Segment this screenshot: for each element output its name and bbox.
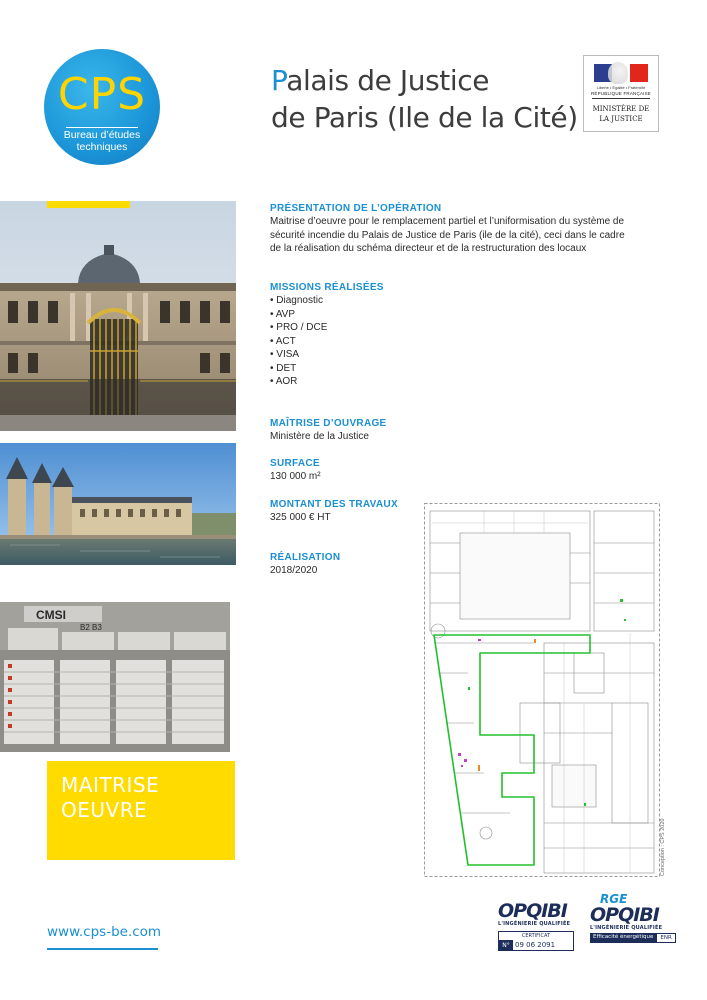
mission-item: • VISA [270, 349, 300, 360]
mission-item: • AVP [270, 308, 295, 320]
rge-opqibi-wordmark: OPQIBI [590, 904, 659, 926]
section-missions [270, 281, 470, 389]
section-montant [270, 498, 420, 525]
presentation-heading: PRÉSENTATION DE L’OPÉRATION [270, 203, 442, 214]
category-line2: OEUVRE [61, 798, 148, 822]
surface-heading: SURFACE [270, 458, 320, 469]
opqibi-cert-no: 09 06 2091 [515, 941, 556, 949]
presentation-line3: de la réalisation du schéma directeur et de la restructuration des locaux [270, 243, 587, 254]
opqibi-cert-no-label: N° [499, 940, 513, 951]
opqibi-logo [498, 901, 578, 957]
logo-tagline [44, 129, 160, 153]
ministry-name-line2: LA JUSTICE [599, 115, 643, 123]
opqibi-wordmark: OPQIBI [498, 900, 567, 922]
ministry-name-line1: MINISTÈRE DE [592, 105, 650, 113]
presentation-line2: sécurité incendie du Palais de Justice de Paris (ile de la cité), ceci dans le cadre [270, 229, 625, 241]
section-surface [270, 457, 470, 484]
mission-item: • AOR [270, 376, 298, 387]
logo-tagline-line1: Bureau d’études [63, 129, 141, 141]
ministry-divider [592, 98, 650, 99]
title-line2: de Paris (Ile de la Cité) [271, 101, 578, 134]
cps-logo [44, 49, 160, 165]
opqibi-tagline: L'INGÉNIERIE QUALIFIÉE [498, 921, 571, 927]
title-line1-rest: alais de Justice [286, 64, 490, 97]
photo-palais-gate [0, 201, 236, 431]
floor-plan [424, 503, 660, 877]
mission-item: • Diagnostic [270, 295, 323, 306]
section-realisation [270, 551, 420, 578]
photo-cmsi-panel [0, 602, 230, 752]
title-initial: P [271, 64, 287, 97]
opqibi-certificate-box [498, 931, 574, 951]
logo-divider [66, 127, 138, 128]
panel-label-cmsi: CMSI [36, 608, 66, 622]
realisation-value: 2018/2020 [270, 565, 318, 576]
maitrise-ouvrage-value: Ministère de la Justice [270, 431, 369, 442]
website-link[interactable]: www.cps-be.com [47, 924, 162, 940]
category-label [61, 773, 159, 823]
surface-value: 130 000 m² [270, 471, 321, 482]
website-underline [47, 948, 158, 950]
logo-brand: CPS [57, 69, 147, 120]
ministry-name [584, 104, 658, 124]
logo-tagline-line2: techniques [76, 141, 128, 153]
presentation-line1: Maitrise d’oeuvre pour le remplacement partiel et l’uniformisation du système de [270, 216, 625, 227]
mission-item: • PRO / DCE [270, 322, 328, 333]
rge-opqibi-tagline: L'INGÉNIERIE QUALIFIÉE [590, 925, 663, 931]
rge-enr: ENR [656, 933, 675, 943]
marianne-icon [608, 62, 628, 84]
mission-item: • ACT [270, 335, 296, 347]
mission-item: • DET [270, 362, 297, 374]
realisation-heading: RÉALISATION [270, 552, 341, 563]
category-line1: MAITRISE [61, 773, 160, 797]
yellow-accent-tab [47, 201, 130, 208]
photo-conciergerie [0, 443, 236, 565]
title-line1 [271, 62, 581, 99]
section-presentation [270, 202, 690, 256]
rge-opqibi-logo [590, 892, 672, 957]
section-maitrise-ouvrage [270, 417, 470, 444]
montant-value: 325 000 € HT [270, 512, 331, 523]
ministry-republic: RÉPUBLIQUE FRANÇAISE [590, 91, 651, 96]
missions-heading: MISSIONS RÉALISÉES [270, 282, 384, 293]
maitrise-ouvrage-heading: MAÎTRISE D’OUVRAGE [270, 418, 387, 429]
page-title [271, 62, 581, 136]
rge-mark: RGE [600, 892, 628, 906]
ministry-logo [583, 55, 659, 132]
missions-list [270, 294, 470, 389]
category-box [47, 761, 235, 860]
plan-credit: Conception : CPS 2020 [660, 818, 666, 876]
rge-efficacite: Efficacité énergétique [590, 933, 656, 943]
montant-heading: MONTANT DES TRAVAUX [270, 499, 398, 510]
panel-label-b2b3: B2 B3 [80, 623, 102, 632]
ministry-motto: Liberté • Égalité • Fraternité [596, 85, 646, 90]
rge-bar [590, 933, 672, 943]
opqibi-certificat: CERTIFICAT [521, 933, 551, 939]
